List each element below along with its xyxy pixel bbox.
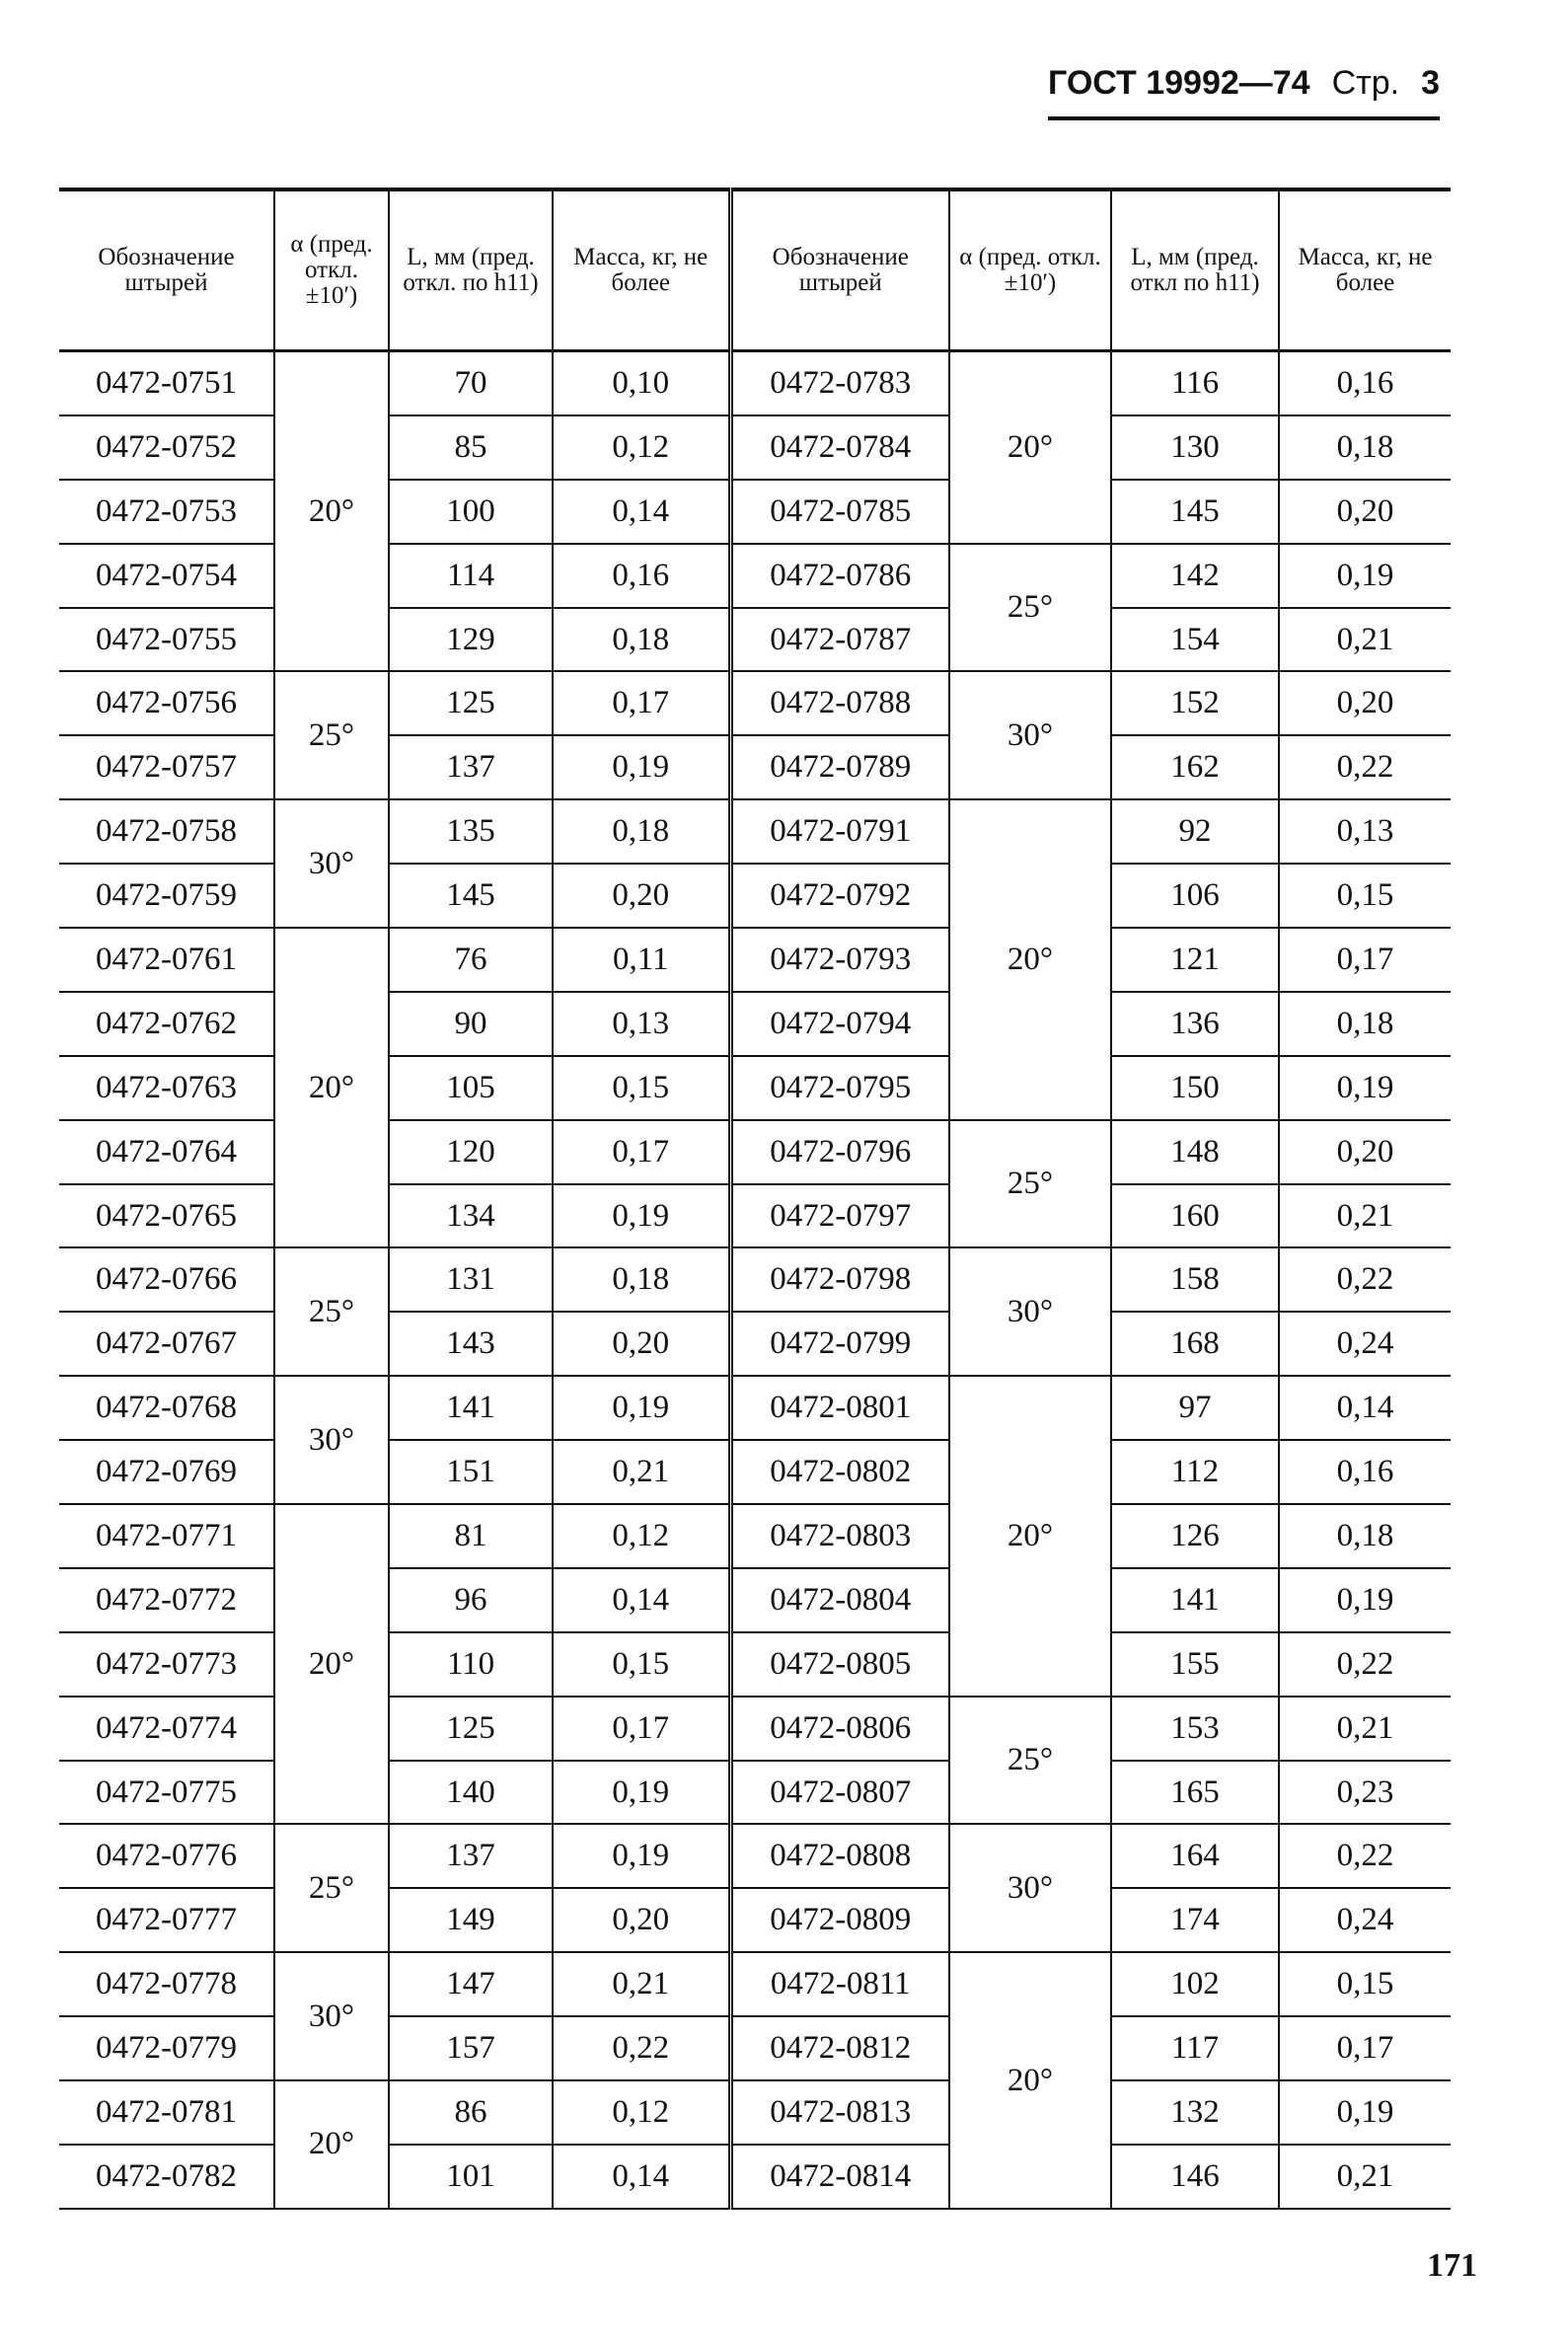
designation-cell-right: 0472-0796 xyxy=(730,1120,949,1184)
designation-cell: 0472-0772 xyxy=(59,1568,274,1632)
alpha-cell-right: 25° xyxy=(949,544,1111,672)
length-cell-right: 154 xyxy=(1111,608,1279,672)
length-cell-right: 132 xyxy=(1111,2080,1279,2145)
designation-cell: 0472-0755 xyxy=(59,608,274,672)
mass-cell: 0,13 xyxy=(553,992,730,1056)
length-cell-right: 130 xyxy=(1111,415,1279,480)
length-cell-right: 168 xyxy=(1111,1312,1279,1376)
length-cell: 90 xyxy=(389,992,553,1056)
length-cell: 149 xyxy=(389,1888,553,1952)
designation-cell: 0472-0754 xyxy=(59,544,274,608)
alpha-cell: 20° xyxy=(274,351,389,672)
length-cell: 114 xyxy=(389,544,553,608)
designation-cell: 0472-0771 xyxy=(59,1504,274,1568)
length-cell-right: 162 xyxy=(1111,735,1279,799)
alpha-cell-right: 20° xyxy=(949,351,1111,544)
designation-cell-right: 0472-0805 xyxy=(730,1632,949,1697)
table-row xyxy=(59,2016,1451,2080)
table-row xyxy=(59,1824,1451,1888)
length-cell: 125 xyxy=(389,671,553,735)
designation-cell: 0472-0751 xyxy=(59,351,274,415)
table-row xyxy=(59,1952,1451,2016)
standard-number: ГОСТ 19992—74 xyxy=(1048,64,1310,102)
header-mass: Масса, кг, не более xyxy=(553,189,730,351)
length-cell-right: 158 xyxy=(1111,1247,1279,1312)
designation-cell-right: 0472-0783 xyxy=(730,351,949,415)
table-row xyxy=(59,544,1451,608)
designation-cell-right: 0472-0803 xyxy=(730,1504,949,1568)
mass-cell: 0,12 xyxy=(553,2080,730,2145)
mass-cell-right: 0,14 xyxy=(1279,1376,1451,1440)
mass-cell-right: 0,17 xyxy=(1279,2016,1451,2080)
header-alpha-right: α (пред. откл. ±10′) xyxy=(949,189,1111,351)
length-cell: 151 xyxy=(389,1440,553,1504)
mass-cell-right: 0,15 xyxy=(1279,1952,1451,2016)
mass-cell: 0,19 xyxy=(553,1824,730,1888)
mass-cell: 0,17 xyxy=(553,1120,730,1184)
mass-cell-right: 0,22 xyxy=(1279,1247,1451,1312)
mass-cell: 0,19 xyxy=(553,1184,730,1248)
designation-cell-right: 0472-0792 xyxy=(730,864,949,928)
alpha-cell: 20° xyxy=(274,1504,389,1824)
designation-cell: 0472-0763 xyxy=(59,1056,274,1120)
designation-cell-right: 0472-0785 xyxy=(730,480,949,544)
alpha-cell-right: 30° xyxy=(949,1247,1111,1376)
alpha-cell: 20° xyxy=(274,2080,389,2209)
mass-cell: 0,14 xyxy=(553,2145,730,2209)
header-mass-right: Масса, кг, не более xyxy=(1279,189,1451,351)
alpha-cell-right: 20° xyxy=(949,1952,1111,2209)
length-cell-right: 145 xyxy=(1111,480,1279,544)
alpha-cell: 30° xyxy=(274,1376,389,1504)
pins-table xyxy=(59,188,1451,2210)
length-cell: 143 xyxy=(389,1312,553,1376)
designation-cell: 0472-0764 xyxy=(59,1120,274,1184)
table-row xyxy=(59,671,1451,735)
length-cell: 76 xyxy=(389,928,553,992)
designation-cell: 0472-0779 xyxy=(59,2016,274,2080)
length-cell: 86 xyxy=(389,2080,553,2145)
mass-cell-right: 0,13 xyxy=(1279,799,1451,864)
mass-cell: 0,10 xyxy=(553,351,730,415)
designation-cell: 0472-0762 xyxy=(59,992,274,1056)
alpha-cell-right: 30° xyxy=(949,1824,1111,1952)
designation-cell-right: 0472-0794 xyxy=(730,992,949,1056)
mass-cell: 0,17 xyxy=(553,1697,730,1761)
length-cell: 131 xyxy=(389,1247,553,1312)
designation-cell-right: 0472-0795 xyxy=(730,1056,949,1120)
table-row xyxy=(59,1440,1451,1504)
table-row xyxy=(59,2080,1451,2145)
length-cell: 96 xyxy=(389,1568,553,1632)
mass-cell: 0,12 xyxy=(553,415,730,480)
mass-cell: 0,21 xyxy=(553,1952,730,2016)
designation-cell-right: 0472-0786 xyxy=(730,544,949,608)
mass-cell: 0,16 xyxy=(553,544,730,608)
designation-cell: 0472-0753 xyxy=(59,480,274,544)
mass-cell: 0,18 xyxy=(553,1247,730,1312)
table-row xyxy=(59,1184,1451,1248)
designation-cell: 0472-0773 xyxy=(59,1632,274,1697)
length-cell-right: 121 xyxy=(1111,928,1279,992)
length-cell-right: 155 xyxy=(1111,1632,1279,1697)
length-cell-right: 152 xyxy=(1111,671,1279,735)
length-cell-right: 112 xyxy=(1111,1440,1279,1504)
mass-cell-right: 0,22 xyxy=(1279,1632,1451,1697)
length-cell: 125 xyxy=(389,1697,553,1761)
designation-cell: 0472-0767 xyxy=(59,1312,274,1376)
designation-cell-right: 0472-0788 xyxy=(730,671,949,735)
mass-cell: 0,18 xyxy=(553,608,730,672)
designation-cell-right: 0472-0813 xyxy=(730,2080,949,2145)
mass-cell: 0,20 xyxy=(553,1888,730,1952)
table-row xyxy=(59,351,1451,415)
mass-cell: 0,14 xyxy=(553,1568,730,1632)
mass-cell-right: 0,20 xyxy=(1279,480,1451,544)
length-cell: 141 xyxy=(389,1376,553,1440)
designation-cell: 0472-0777 xyxy=(59,1888,274,1952)
length-cell-right: 141 xyxy=(1111,1568,1279,1632)
designation-cell-right: 0472-0799 xyxy=(730,1312,949,1376)
designation-cell-right: 0472-0806 xyxy=(730,1697,949,1761)
designation-cell-right: 0472-0814 xyxy=(730,2145,949,2209)
alpha-cell: 30° xyxy=(274,799,389,928)
length-cell-right: 160 xyxy=(1111,1184,1279,1248)
header-designation: Обозначение штырей xyxy=(59,189,274,351)
designation-cell-right: 0472-0787 xyxy=(730,608,949,672)
alpha-cell: 25° xyxy=(274,671,389,799)
designation-cell-right: 0472-0798 xyxy=(730,1247,949,1312)
table-row xyxy=(59,799,1451,864)
table-row xyxy=(59,1888,1451,1952)
table-row xyxy=(59,735,1451,799)
mass-cell-right: 0,19 xyxy=(1279,1568,1451,1632)
mass-cell-right: 0,15 xyxy=(1279,864,1451,928)
length-cell: 145 xyxy=(389,864,553,928)
mass-cell: 0,17 xyxy=(553,671,730,735)
mass-cell: 0,11 xyxy=(553,928,730,992)
length-cell: 137 xyxy=(389,1824,553,1888)
length-cell-right: 174 xyxy=(1111,1888,1279,1952)
table-row xyxy=(59,480,1451,544)
mass-cell: 0,14 xyxy=(553,480,730,544)
length-cell: 81 xyxy=(389,1504,553,1568)
page-label: Стр. xyxy=(1331,64,1400,102)
mass-cell-right: 0,19 xyxy=(1279,2080,1451,2145)
mass-cell-right: 0,21 xyxy=(1279,1697,1451,1761)
length-cell-right: 142 xyxy=(1111,544,1279,608)
length-cell: 134 xyxy=(389,1184,553,1248)
mass-cell: 0,19 xyxy=(553,1761,730,1825)
length-cell: 85 xyxy=(389,415,553,480)
header-alpha: α (пред. откл. ±10′) xyxy=(274,189,389,351)
table-row xyxy=(59,415,1451,480)
designation-cell-right: 0472-0807 xyxy=(730,1761,949,1825)
mass-cell: 0,20 xyxy=(553,1312,730,1376)
designation-cell-right: 0472-0812 xyxy=(730,2016,949,2080)
length-cell-right: 126 xyxy=(1111,1504,1279,1568)
mass-cell-right: 0,17 xyxy=(1279,928,1451,992)
mass-cell-right: 0,22 xyxy=(1279,1824,1451,1888)
designation-cell-right: 0472-0802 xyxy=(730,1440,949,1504)
table-row xyxy=(59,1056,1451,1120)
length-cell: 157 xyxy=(389,2016,553,2080)
alpha-cell: 25° xyxy=(274,1247,389,1376)
length-cell-right: 148 xyxy=(1111,1120,1279,1184)
page-header xyxy=(1048,64,1440,120)
length-cell-right: 150 xyxy=(1111,1056,1279,1120)
mass-cell-right: 0,19 xyxy=(1279,544,1451,608)
designation-cell-right: 0472-0789 xyxy=(730,735,949,799)
mass-cell-right: 0,21 xyxy=(1279,2145,1451,2209)
length-cell: 101 xyxy=(389,2145,553,2209)
alpha-cell: 25° xyxy=(274,1824,389,1952)
designation-cell: 0472-0775 xyxy=(59,1761,274,1825)
table-row xyxy=(59,1376,1451,1440)
alpha-cell: 20° xyxy=(274,928,389,1247)
mass-cell: 0,19 xyxy=(553,735,730,799)
header-length-right: L, мм (пред. откл по h11) xyxy=(1111,189,1279,351)
table-row xyxy=(59,1312,1451,1376)
designation-cell-right: 0472-0797 xyxy=(730,1184,949,1248)
mass-cell-right: 0,20 xyxy=(1279,1120,1451,1184)
table-row xyxy=(59,1120,1451,1184)
designation-cell-right: 0472-0784 xyxy=(730,415,949,480)
table-row xyxy=(59,864,1451,928)
mass-cell-right: 0,24 xyxy=(1279,1312,1451,1376)
designation-cell: 0472-0781 xyxy=(59,2080,274,2145)
length-cell-right: 97 xyxy=(1111,1376,1279,1440)
mass-cell-right: 0,16 xyxy=(1279,1440,1451,1504)
alpha-cell-right: 25° xyxy=(949,1120,1111,1248)
length-cell: 129 xyxy=(389,608,553,672)
length-cell: 105 xyxy=(389,1056,553,1120)
length-cell: 137 xyxy=(389,735,553,799)
alpha-cell-right: 25° xyxy=(949,1697,1111,1825)
length-cell-right: 165 xyxy=(1111,1761,1279,1825)
mass-cell-right: 0,24 xyxy=(1279,1888,1451,1952)
designation-cell: 0472-0774 xyxy=(59,1697,274,1761)
table-header-row xyxy=(59,189,1451,351)
mass-cell: 0,22 xyxy=(553,2016,730,2080)
header-designation-right: Обозначение штырей xyxy=(730,189,949,351)
mass-cell-right: 0,18 xyxy=(1279,992,1451,1056)
designation-cell: 0472-0758 xyxy=(59,799,274,864)
length-cell: 140 xyxy=(389,1761,553,1825)
designation-cell: 0472-0757 xyxy=(59,735,274,799)
designation-cell-right: 0472-0811 xyxy=(730,1952,949,2016)
designation-cell-right: 0472-0793 xyxy=(730,928,949,992)
designation-cell: 0472-0752 xyxy=(59,415,274,480)
length-cell-right: 116 xyxy=(1111,351,1279,415)
length-cell-right: 102 xyxy=(1111,1952,1279,2016)
mass-cell-right: 0,21 xyxy=(1279,1184,1451,1248)
length-cell: 120 xyxy=(389,1120,553,1184)
table-row xyxy=(59,928,1451,992)
mass-cell: 0,19 xyxy=(553,1376,730,1440)
table-row xyxy=(59,2145,1451,2209)
alpha-cell-right: 30° xyxy=(949,671,1111,799)
length-cell: 110 xyxy=(389,1632,553,1697)
length-cell-right: 136 xyxy=(1111,992,1279,1056)
table-row xyxy=(59,1504,1451,1568)
mass-cell-right: 0,16 xyxy=(1279,351,1451,415)
length-cell: 135 xyxy=(389,799,553,864)
pins-table-wrapper xyxy=(59,188,1451,2210)
designation-cell-right: 0472-0801 xyxy=(730,1376,949,1440)
length-cell: 100 xyxy=(389,480,553,544)
table-row xyxy=(59,1632,1451,1697)
mass-cell: 0,15 xyxy=(553,1056,730,1120)
designation-cell-right: 0472-0804 xyxy=(730,1568,949,1632)
designation-cell: 0472-0765 xyxy=(59,1184,274,1248)
alpha-cell: 30° xyxy=(274,1952,389,2080)
mass-cell: 0,21 xyxy=(553,1440,730,1504)
designation-cell: 0472-0768 xyxy=(59,1376,274,1440)
mass-cell-right: 0,22 xyxy=(1279,735,1451,799)
length-cell-right: 164 xyxy=(1111,1824,1279,1888)
length-cell-right: 153 xyxy=(1111,1697,1279,1761)
header-length: L, мм (пред. откл. по h11) xyxy=(389,189,553,351)
table-row xyxy=(59,608,1451,672)
designation-cell: 0472-0761 xyxy=(59,928,274,992)
table-row xyxy=(59,1247,1451,1312)
table-row xyxy=(59,1761,1451,1825)
mass-cell-right: 0,23 xyxy=(1279,1761,1451,1825)
designation-cell: 0472-0782 xyxy=(59,2145,274,2209)
mass-cell: 0,12 xyxy=(553,1504,730,1568)
mass-cell: 0,15 xyxy=(553,1632,730,1697)
mass-cell-right: 0,18 xyxy=(1279,1504,1451,1568)
alpha-cell-right: 20° xyxy=(949,1376,1111,1696)
book-page-number: 171 xyxy=(1427,2247,1477,2284)
designation-cell: 0472-0778 xyxy=(59,1952,274,2016)
designation-cell: 0472-0759 xyxy=(59,864,274,928)
length-cell: 70 xyxy=(389,351,553,415)
mass-cell-right: 0,19 xyxy=(1279,1056,1451,1120)
designation-cell: 0472-0766 xyxy=(59,1247,274,1312)
length-cell-right: 92 xyxy=(1111,799,1279,864)
alpha-cell-right: 20° xyxy=(949,799,1111,1119)
mass-cell-right: 0,21 xyxy=(1279,608,1451,672)
length-cell-right: 117 xyxy=(1111,2016,1279,2080)
table-row xyxy=(59,1568,1451,1632)
length-cell-right: 106 xyxy=(1111,864,1279,928)
length-cell: 147 xyxy=(389,1952,553,2016)
designation-cell: 0472-0776 xyxy=(59,1824,274,1888)
mass-cell: 0,18 xyxy=(553,799,730,864)
table-body xyxy=(59,351,1451,2209)
designation-cell: 0472-0756 xyxy=(59,671,274,735)
mass-cell-right: 0,20 xyxy=(1279,671,1451,735)
mass-cell: 0,20 xyxy=(553,864,730,928)
designation-cell-right: 0472-0809 xyxy=(730,1888,949,1952)
designation-cell: 0472-0769 xyxy=(59,1440,274,1504)
mass-cell-right: 0,18 xyxy=(1279,415,1451,480)
table-row xyxy=(59,1697,1451,1761)
table-row xyxy=(59,992,1451,1056)
length-cell-right: 146 xyxy=(1111,2145,1279,2209)
page-number: 3 xyxy=(1421,64,1440,102)
designation-cell-right: 0472-0791 xyxy=(730,799,949,864)
designation-cell-right: 0472-0808 xyxy=(730,1824,949,1888)
